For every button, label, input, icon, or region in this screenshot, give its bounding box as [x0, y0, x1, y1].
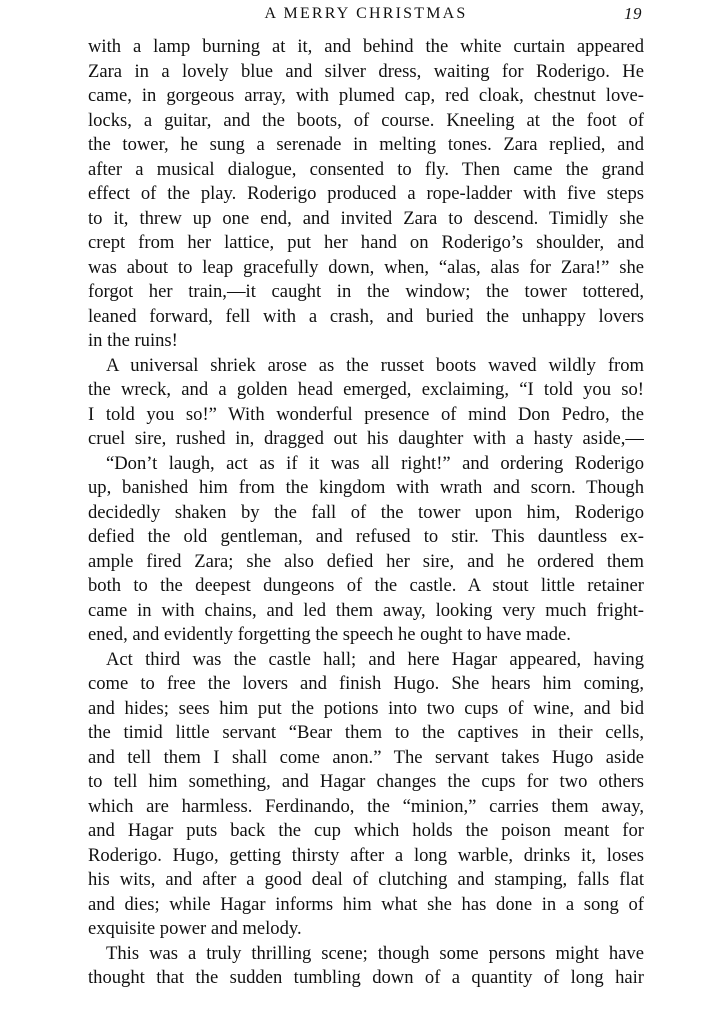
- text-line: ample fired Zara; she also defied her sire, and he ordered them: [88, 550, 644, 572]
- text-line: ened, and evidently forgetting the speech he ought to have made.: [88, 624, 571, 645]
- text-line: decidedly shaken by the fall of the tower upon him, Roderigo: [88, 501, 644, 523]
- text-line: Roderigo. Hugo, getting thirsty after a long warble, drinks it, loses: [88, 844, 644, 866]
- text-line: I told you so!” With wonderful presence of mind Don Pedro, the: [88, 403, 644, 425]
- text-line: both to the deepest dungeons of the castle. A stout little retainer: [88, 575, 644, 596]
- text-line: with a lamp burning at it, and behind the white curtain appeared: [88, 36, 644, 57]
- body-text: [88, 35, 644, 991]
- text-line: his wits, and after a good deal of clutching and stamping, falls flat: [88, 869, 644, 890]
- text-line: in the ruins!: [88, 330, 178, 351]
- text-line: come to free the lovers and finish Hugo. She hears him coming,: [88, 673, 644, 694]
- page-number: 19: [624, 4, 642, 23]
- text-line: came, in gorgeous array, with plumed cap, red cloak, chestnut love-: [88, 85, 644, 106]
- text-line: thought that the sudden tumbling down of a quantity of long hair: [88, 967, 644, 988]
- text-line: crept from her lattice, put her hand on Roderigo’s shoulder, and: [88, 232, 644, 253]
- text-line: and dies; while Hagar informs him what she has done in a song of: [88, 893, 644, 915]
- text-line: and tell them I shall come anon.” The servant takes Hugo aside: [88, 746, 644, 768]
- text-line: which are harmless. Ferdinando, the “minion,” carries them away,: [88, 795, 644, 817]
- text-line: locks, a guitar, and the boots, of course. Kneeling at the foot of: [88, 109, 644, 131]
- text-line: and hides; sees him put the potions into two cups of wine, and bid: [88, 697, 644, 719]
- text-line: the wreck, and a golden head emerged, exclaiming, “I told you so!: [88, 379, 644, 400]
- text-line: A universal shriek arose as the russet boots waved wildly from: [106, 354, 644, 376]
- text-line: after a musical dialogue, consented to fly. Then came the grand: [88, 158, 644, 180]
- text-line: “Don’t laugh, act as if it was all right!” and ordering Roderigo: [106, 452, 644, 474]
- running-head-title: A MERRY CHRISTMAS: [264, 5, 468, 22]
- text-line: forgot her train,—it caught in the window; the tower tottered,: [88, 281, 644, 302]
- text-line: effect of the play. Roderigo produced a rope-ladder with five steps: [88, 183, 644, 204]
- text-line: the timid little servant “Bear them to the captives in their cells,: [88, 722, 644, 743]
- text-line: was about to leap gracefully down, when, “alas, alas for Zara!” she: [88, 256, 644, 278]
- text-line: exquisite power and melody.: [88, 918, 302, 939]
- text-line: came in with chains, and led them away, looking very much fright-: [88, 599, 644, 621]
- text-line: and Hagar puts back the cup which holds the poison meant for: [88, 820, 644, 841]
- text-line: cruel sire, rushed in, dragged out his daughter with a hasty aside,—: [88, 428, 644, 449]
- text-line: defied the old gentleman, and refused to stir. This dauntless ex-: [88, 526, 644, 547]
- text-line: to tell him something, and Hagar changes the cups for two others: [88, 771, 644, 792]
- text-line: up, banished him from the kingdom with wrath and scorn. Though: [88, 477, 644, 498]
- text-line: the tower, he sung a serenade in melting tones. Zara replied, and: [88, 134, 644, 155]
- running-head: [88, 2, 644, 26]
- text-line: Zara in a lovely blue and silver dress, waiting for Roderigo. He: [88, 60, 644, 82]
- text-line: to it, threw up one end, and invited Zara to descend. Timidly she: [88, 207, 644, 229]
- text-line: Act third was the castle hall; and here Hagar appeared, having: [106, 648, 644, 670]
- text-line: This was a truly thrilling scene; though some persons might have: [106, 942, 644, 964]
- text-line: leaned forward, fell with a crash, and buried the unhappy lovers: [88, 305, 644, 327]
